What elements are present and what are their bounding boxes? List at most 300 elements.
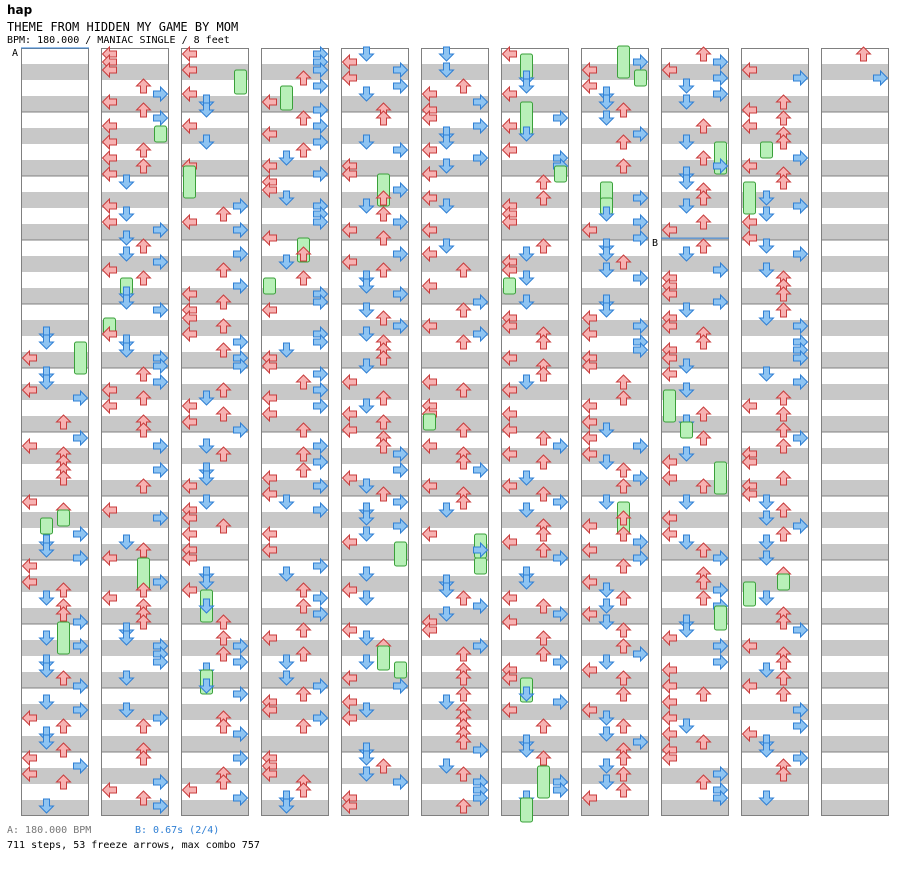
- step-arrow-right: [394, 79, 408, 93]
- freeze-arrow: [681, 422, 693, 438]
- step-arrow-up: [137, 239, 151, 253]
- step-arrow-up: [457, 495, 471, 509]
- beat-stripe: [821, 480, 889, 496]
- step-arrow-left: [23, 751, 37, 765]
- step-arrow-left: [503, 47, 517, 61]
- beat-stripe: [581, 800, 649, 816]
- freeze-arrow: [58, 510, 70, 526]
- beat-stripe: [21, 512, 89, 528]
- beat-stripe: [421, 704, 489, 720]
- step-arrow-down: [40, 335, 54, 349]
- freeze-arrow: [555, 166, 567, 182]
- beat-stripe: [741, 608, 809, 624]
- freeze-arrow: [635, 70, 647, 86]
- step-arrow-down: [680, 79, 694, 93]
- beat-stripe: [341, 480, 409, 496]
- step-arrow-down: [680, 303, 694, 317]
- step-arrow-right: [234, 751, 248, 765]
- step-arrow-up: [297, 143, 311, 157]
- beat-stripe: [821, 640, 889, 656]
- step-arrow-down: [600, 495, 614, 509]
- step-arrow-down: [600, 111, 614, 125]
- beat-stripe: [341, 352, 409, 368]
- step-arrow-up: [457, 335, 471, 349]
- step-arrow-left: [183, 527, 197, 541]
- beat-stripe: [21, 160, 89, 176]
- beat-stripe: [741, 800, 809, 816]
- step-arrow-up: [377, 207, 391, 221]
- step-arrow-left: [103, 591, 117, 605]
- step-arrow-up: [537, 239, 551, 253]
- beat-stripe: [181, 128, 249, 144]
- step-arrow-left: [183, 47, 197, 61]
- freeze-arrow: [538, 766, 550, 798]
- beat-stripe: [21, 288, 89, 304]
- beat-stripe: [341, 96, 409, 112]
- marker-label: A: [12, 48, 19, 59]
- beat-stripe: [741, 416, 809, 432]
- step-arrow-down: [760, 367, 774, 381]
- step-arrow-left: [503, 591, 517, 605]
- beat-stripe: [821, 608, 889, 624]
- step-arrow-left: [23, 495, 37, 509]
- beat-stripe: [661, 96, 729, 112]
- chart-column: [261, 47, 329, 816]
- beat-stripe: [341, 608, 409, 624]
- beat-stripe: [501, 800, 569, 816]
- beat-stripe: [821, 768, 889, 784]
- beat-stripe: [341, 640, 409, 656]
- step-arrow-down: [120, 175, 134, 189]
- step-arrow-down: [200, 495, 214, 509]
- beat-stripe: [21, 192, 89, 208]
- step-arrow-up: [777, 303, 791, 317]
- step-arrow-up: [777, 527, 791, 541]
- beat-stripe: [101, 480, 169, 496]
- step-arrow-right: [554, 495, 568, 509]
- beat-stripe: [581, 768, 649, 784]
- legend-marker-a: A: 180.000 BPM: [7, 825, 92, 836]
- step-arrow-up: [297, 271, 311, 285]
- beat-stripe: [741, 256, 809, 272]
- beat-stripe: [261, 640, 329, 656]
- beat-stripe: [821, 448, 889, 464]
- beat-stripe: [501, 736, 569, 752]
- step-arrow-down: [680, 719, 694, 733]
- step-arrow-down: [680, 623, 694, 637]
- step-arrow-up: [697, 431, 711, 445]
- beat-stripe: [821, 672, 889, 688]
- freeze-arrow: [715, 606, 727, 630]
- beat-stripe: [821, 736, 889, 752]
- step-arrow-right: [74, 527, 88, 541]
- beat-stripe: [261, 256, 329, 272]
- step-arrow-up: [617, 623, 631, 637]
- step-arrow-left: [423, 527, 437, 541]
- step-arrow-up: [697, 47, 711, 61]
- step-arrow-up: [57, 719, 71, 733]
- step-arrow-down: [40, 591, 54, 605]
- beat-stripe: [21, 448, 89, 464]
- step-arrow-right: [234, 655, 248, 669]
- beat-stripe: [661, 800, 729, 816]
- chart-column: [21, 49, 89, 817]
- chart-stats: 711 steps, 53 freeze arrows, max combo 757: [7, 840, 260, 851]
- step-arrow-left: [423, 143, 437, 157]
- beat-stripe: [501, 128, 569, 144]
- freeze-arrow: [744, 182, 756, 214]
- beat-stripe: [181, 704, 249, 720]
- beat-stripe: [741, 288, 809, 304]
- beat-stripe: [181, 800, 249, 816]
- step-arrow-down: [520, 271, 534, 285]
- step-arrow-up: [777, 175, 791, 189]
- step-arrow-down: [360, 655, 374, 669]
- beat-stripe: [581, 480, 649, 496]
- freeze-arrow: [664, 390, 676, 422]
- step-arrow-up: [777, 655, 791, 669]
- beat-stripe: [581, 672, 649, 688]
- step-arrow-left: [583, 79, 597, 93]
- step-arrow-up: [537, 719, 551, 733]
- step-arrow-right: [794, 431, 808, 445]
- step-arrow-left: [103, 399, 117, 413]
- beat-stripe: [741, 384, 809, 400]
- beat-stripe: [821, 512, 889, 528]
- step-arrow-down: [360, 527, 374, 541]
- beat-stripe: [581, 288, 649, 304]
- step-arrow-up: [617, 687, 631, 701]
- beat-stripe: [101, 672, 169, 688]
- step-arrow-right: [794, 623, 808, 637]
- beat-stripe: [821, 288, 889, 304]
- step-arrow-right: [314, 559, 328, 573]
- step-arrow-right: [794, 719, 808, 733]
- chart-column: [821, 47, 889, 816]
- step-arrow-down: [680, 495, 694, 509]
- step-arrow-left: [663, 367, 677, 381]
- beat-stripe: [421, 800, 489, 816]
- step-arrow-left: [343, 623, 357, 637]
- step-arrow-up: [617, 591, 631, 605]
- step-arrow-left: [263, 527, 277, 541]
- step-arrow-up: [697, 687, 711, 701]
- step-arrow-up: [297, 719, 311, 733]
- step-arrow-up: [617, 559, 631, 573]
- beat-stripe: [421, 352, 489, 368]
- step-arrow-down: [280, 495, 294, 509]
- step-arrow-down: [360, 303, 374, 317]
- chart-column: [341, 47, 409, 816]
- beat-stripe: [421, 512, 489, 528]
- beat-stripe: [181, 768, 249, 784]
- beat-stripe: [421, 256, 489, 272]
- step-arrow-left: [583, 399, 597, 413]
- step-arrow-up: [537, 175, 551, 189]
- beat-stripe: [21, 320, 89, 336]
- step-arrow-right: [74, 431, 88, 445]
- step-arrow-up: [137, 751, 151, 765]
- step-arrow-up: [537, 751, 551, 765]
- beat-stripe: [421, 64, 489, 80]
- beat-stripe: [421, 384, 489, 400]
- step-arrow-up: [457, 79, 471, 93]
- step-arrow-up: [777, 111, 791, 125]
- beat-stripe: [661, 192, 729, 208]
- step-arrow-up: [697, 239, 711, 253]
- step-arrow-up: [457, 303, 471, 317]
- freeze-arrow: [395, 662, 407, 678]
- step-arrow-left: [23, 559, 37, 573]
- beat-stripe: [501, 64, 569, 80]
- chart-column: [501, 47, 569, 822]
- beat-stripe: [101, 608, 169, 624]
- beat-stripe: [101, 288, 169, 304]
- beat-stripe: [581, 384, 649, 400]
- step-arrow-down: [440, 47, 454, 61]
- step-arrow-right: [714, 655, 728, 669]
- step-arrow-down: [360, 751, 374, 765]
- beat-stripe: [21, 224, 89, 240]
- beat-stripe: [821, 704, 889, 720]
- beat-stripe: [101, 416, 169, 432]
- freeze-arrow: [58, 622, 70, 654]
- step-arrow-right: [314, 591, 328, 605]
- step-arrow-right: [234, 335, 248, 349]
- beat-stripe: [501, 96, 569, 112]
- freeze-arrow: [475, 558, 487, 574]
- step-arrow-up: [857, 47, 871, 61]
- beat-stripe: [21, 800, 89, 816]
- freeze-arrow: [618, 46, 630, 78]
- step-arrow-right: [234, 687, 248, 701]
- step-arrow-down: [360, 591, 374, 605]
- beat-stripe: [261, 736, 329, 752]
- beat-stripe: [581, 256, 649, 272]
- step-arrow-up: [377, 111, 391, 125]
- step-arrow-left: [263, 303, 277, 317]
- step-arrow-right: [554, 111, 568, 125]
- beat-stripe: [741, 128, 809, 144]
- step-arrow-up: [137, 719, 151, 733]
- freeze-arrow: [504, 278, 516, 294]
- step-arrow-down: [600, 303, 614, 317]
- beat-stripe: [501, 576, 569, 592]
- beat-stripe: [821, 256, 889, 272]
- step-arrow-right: [394, 463, 408, 477]
- beat-stripe: [101, 736, 169, 752]
- freeze-arrow: [521, 798, 533, 822]
- beat-stripe: [821, 160, 889, 176]
- step-arrow-up: [617, 783, 631, 797]
- step-arrow-right: [474, 463, 488, 477]
- chart-column: [661, 47, 729, 816]
- step-arrow-up: [137, 143, 151, 157]
- beat-stripe: [741, 736, 809, 752]
- beat-stripe: [261, 576, 329, 592]
- step-arrow-down: [120, 207, 134, 221]
- beat-stripe: [421, 672, 489, 688]
- beat-stripe: [581, 96, 649, 112]
- step-arrow-up: [297, 687, 311, 701]
- step-arrow-right: [314, 367, 328, 381]
- step-arrow-up: [457, 591, 471, 605]
- beat-stripe: [741, 544, 809, 560]
- step-arrow-down: [680, 175, 694, 189]
- freeze-arrow: [744, 582, 756, 606]
- step-arrow-right: [634, 271, 648, 285]
- freeze-arrow: [378, 646, 390, 670]
- beat-stripe: [421, 448, 489, 464]
- beat-stripe: [261, 512, 329, 528]
- chart-info: BPM: 180.000 / MANIAC SINGLE / 8 feet: [7, 35, 230, 46]
- step-arrow-up: [697, 335, 711, 349]
- freeze-arrow: [761, 142, 773, 158]
- beat-stripe: [821, 192, 889, 208]
- beat-stripe: [501, 224, 569, 240]
- beat-stripe: [181, 672, 249, 688]
- legend-marker-b: B: 0.67s (2/4): [135, 825, 220, 836]
- beat-stripe: [21, 736, 89, 752]
- step-arrow-down: [360, 47, 374, 61]
- step-arrow-up: [537, 431, 551, 445]
- step-arrow-up: [217, 207, 231, 221]
- beat-stripe: [501, 640, 569, 656]
- beat-stripe: [181, 256, 249, 272]
- beat-stripe: [821, 224, 889, 240]
- step-arrow-right: [554, 655, 568, 669]
- beat-stripe: [821, 128, 889, 144]
- step-arrow-right: [394, 495, 408, 509]
- chart-column: [581, 46, 649, 816]
- step-arrow-up: [297, 783, 311, 797]
- song-title: THEME FROM HIDDEN MY GAME BY MOM: [7, 20, 239, 34]
- step-arrow-left: [103, 783, 117, 797]
- beat-stripe: [821, 352, 889, 368]
- step-arrow-left: [183, 783, 197, 797]
- step-arrow-up: [297, 111, 311, 125]
- beat-stripe: [821, 96, 889, 112]
- beat-stripe: [421, 128, 489, 144]
- step-arrow-right: [154, 111, 168, 125]
- step-arrow-up: [697, 591, 711, 605]
- step-arrow-down: [760, 495, 774, 509]
- freeze-arrow: [75, 342, 87, 374]
- step-arrow-up: [137, 367, 151, 381]
- step-arrow-down: [760, 239, 774, 253]
- beat-stripe: [21, 64, 89, 80]
- marker-label: B: [652, 238, 659, 250]
- step-arrow-up: [137, 271, 151, 285]
- beat-stripe: [821, 320, 889, 336]
- freeze-arrow: [715, 462, 727, 494]
- beat-stripe: [341, 736, 409, 752]
- step-arrow-right: [314, 79, 328, 93]
- beat-stripe: [421, 576, 489, 592]
- beat-stripe: [341, 384, 409, 400]
- beat-stripe: [581, 160, 649, 176]
- freeze-arrow: [424, 414, 436, 430]
- beat-stripe: [821, 576, 889, 592]
- step-arrow-up: [537, 527, 551, 541]
- beat-stripe: [101, 448, 169, 464]
- step-arrow-right: [154, 463, 168, 477]
- beat-stripe: [821, 416, 889, 432]
- beat-stripe: [21, 416, 89, 432]
- beat-stripe: [341, 192, 409, 208]
- chart-column: [181, 47, 249, 816]
- freeze-arrow: [184, 166, 196, 198]
- step-arrow-left: [663, 527, 677, 541]
- beat-stripe: [21, 480, 89, 496]
- beat-stripe: [821, 800, 889, 816]
- step-arrow-down: [760, 207, 774, 221]
- step-arrow-left: [583, 431, 597, 445]
- step-arrow-left: [503, 143, 517, 157]
- step-arrow-right: [314, 399, 328, 413]
- step-arrow-left: [743, 399, 757, 413]
- beat-stripe: [341, 128, 409, 144]
- step-arrow-down: [280, 655, 294, 669]
- step-arrow-right: [794, 751, 808, 765]
- step-arrow-right: [154, 303, 168, 317]
- step-arrow-up: [777, 687, 791, 701]
- step-arrow-up: [537, 367, 551, 381]
- beat-stripe: [21, 96, 89, 112]
- freeze-arrow: [778, 574, 790, 590]
- beat-stripe: [21, 256, 89, 272]
- freeze-arrow: [155, 126, 167, 142]
- chart-author: hap: [7, 3, 33, 17]
- beat-stripe: [181, 608, 249, 624]
- step-arrow-up: [537, 335, 551, 349]
- step-arrow-down: [760, 591, 774, 605]
- step-arrow-up: [137, 79, 151, 93]
- beat-stripe: [821, 384, 889, 400]
- freeze-arrow: [235, 70, 247, 94]
- beat-stripe: [181, 384, 249, 400]
- chart-column: [101, 47, 169, 816]
- freeze-arrow: [281, 86, 293, 110]
- beat-stripe: [741, 768, 809, 784]
- freeze-arrow: [41, 518, 53, 534]
- beat-stripe: [821, 544, 889, 560]
- beat-stripe: [261, 800, 329, 816]
- step-arrow-down: [600, 655, 614, 669]
- chart-column: [421, 47, 489, 816]
- step-arrow-down: [520, 79, 534, 93]
- step-arrow-up: [297, 623, 311, 637]
- beat-stripe: [501, 512, 569, 528]
- step-arrow-right: [394, 143, 408, 157]
- step-arrow-up: [457, 687, 471, 701]
- step-arrow-left: [183, 399, 197, 413]
- freeze-arrow: [264, 278, 276, 294]
- beat-stripe: [181, 736, 249, 752]
- step-arrow-up: [297, 463, 311, 477]
- beat-stripe: [181, 96, 249, 112]
- freeze-arrow: [395, 542, 407, 566]
- beat-stripe: [261, 416, 329, 432]
- step-arrow-up: [617, 463, 631, 477]
- beat-stripe: [21, 128, 89, 144]
- beat-stripe: [181, 448, 249, 464]
- step-arrow-down: [440, 239, 454, 253]
- chart-column: [741, 49, 809, 817]
- step-arrow-up: [617, 719, 631, 733]
- step-arrow-up: [217, 719, 231, 733]
- step-arrow-down: [360, 399, 374, 413]
